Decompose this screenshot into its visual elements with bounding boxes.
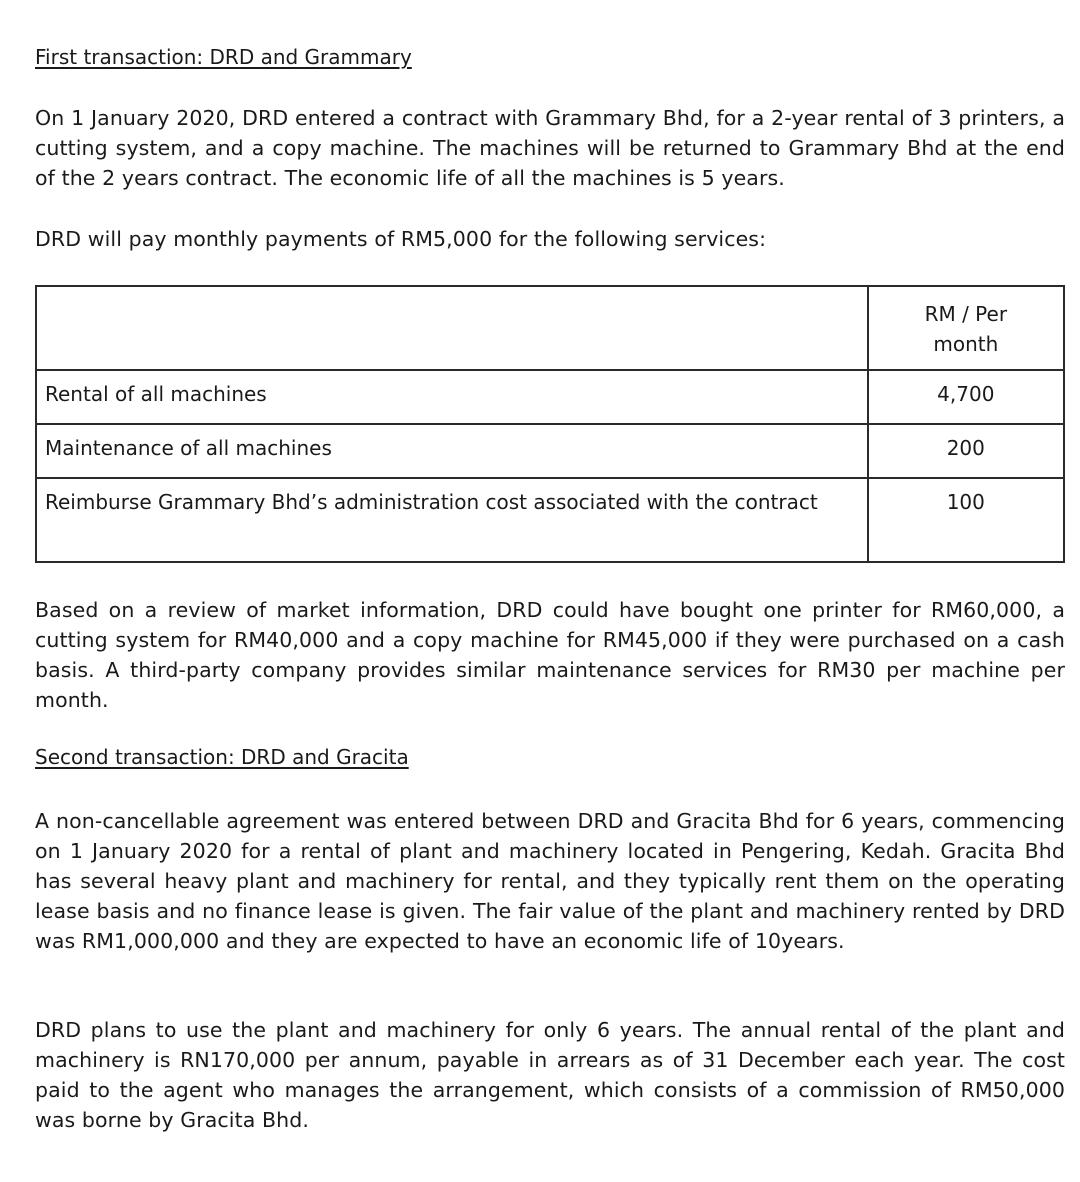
table-cell-description: Reimburse Grammary Bhd’s administration cost associated with the contract [36,478,868,562]
first-transaction-paragraph-1: On 1 January 2020, DRD entered a contract with Grammary Bhd, for a 2-year rental of 3 printers, a cutting system, and a copy machine. The machines will be returned to Grammary Bhd at the end of the 2 years contract. The economic life of all the machines is 5 years. [35,106,1065,190]
table-header-amount [868,286,1064,370]
first-transaction-heading: First transaction: DRD and Grammary [35,45,412,69]
table-header-row [36,286,1064,370]
first-transaction-paragraph-3: Based on a review of market information, DRD could have bought one printer for RM60,000, a cutting system for RM40,000 and a copy machine for RM45,000 if they were purchased on a cash basis. A third-party company provides similar maintenance services for RM30 per machine per month. [35,598,1065,712]
first-transaction-paragraph-2: DRD will pay monthly payments of RM5,000 for the following services: [35,227,767,251]
services-table [35,285,1065,563]
table-row [36,370,1064,424]
table-row [36,424,1064,478]
table-cell-description: Maintenance of all machines [36,424,868,478]
second-transaction-paragraph-2: DRD plans to use the plant and machinery for only 6 years. The annual rental of the plant and machinery is RN170,000 per annum, payable in arrears as of 31 December each year. The cost paid to the agent who manages the arrangement, which consists of a commission of RM50,000 was borne by Gracita Bhd. [35,1018,1065,1132]
table-row [36,478,1064,562]
second-transaction-paragraph-1: A non-cancellable agreement was entered between DRD and Gracita Bhd for 6 years, commencing on 1 January 2020 for a rental of plant and machinery located in Pengering, Kedah. Gracita Bhd has several heavy plant and machinery for rental, and they typically rent them on the operating lease basis and no finance lease is given. The fair value of the plant and machinery rented by DRD was RM1,000,000 and they are expected to have an economic life of 10years. [35,809,1065,953]
second-transaction-heading: Second transaction: DRD and Gracita [35,745,409,769]
table-cell-amount: 4,700 [868,370,1064,424]
table-header-amount-line1: RM / Per [924,302,1008,326]
table-header-amount-line2: month [933,332,999,356]
table-header-blank [36,286,868,370]
table-cell-amount: 200 [868,424,1064,478]
table-cell-amount: 100 [868,478,1064,562]
table-cell-description: Rental of all machines [36,370,868,424]
